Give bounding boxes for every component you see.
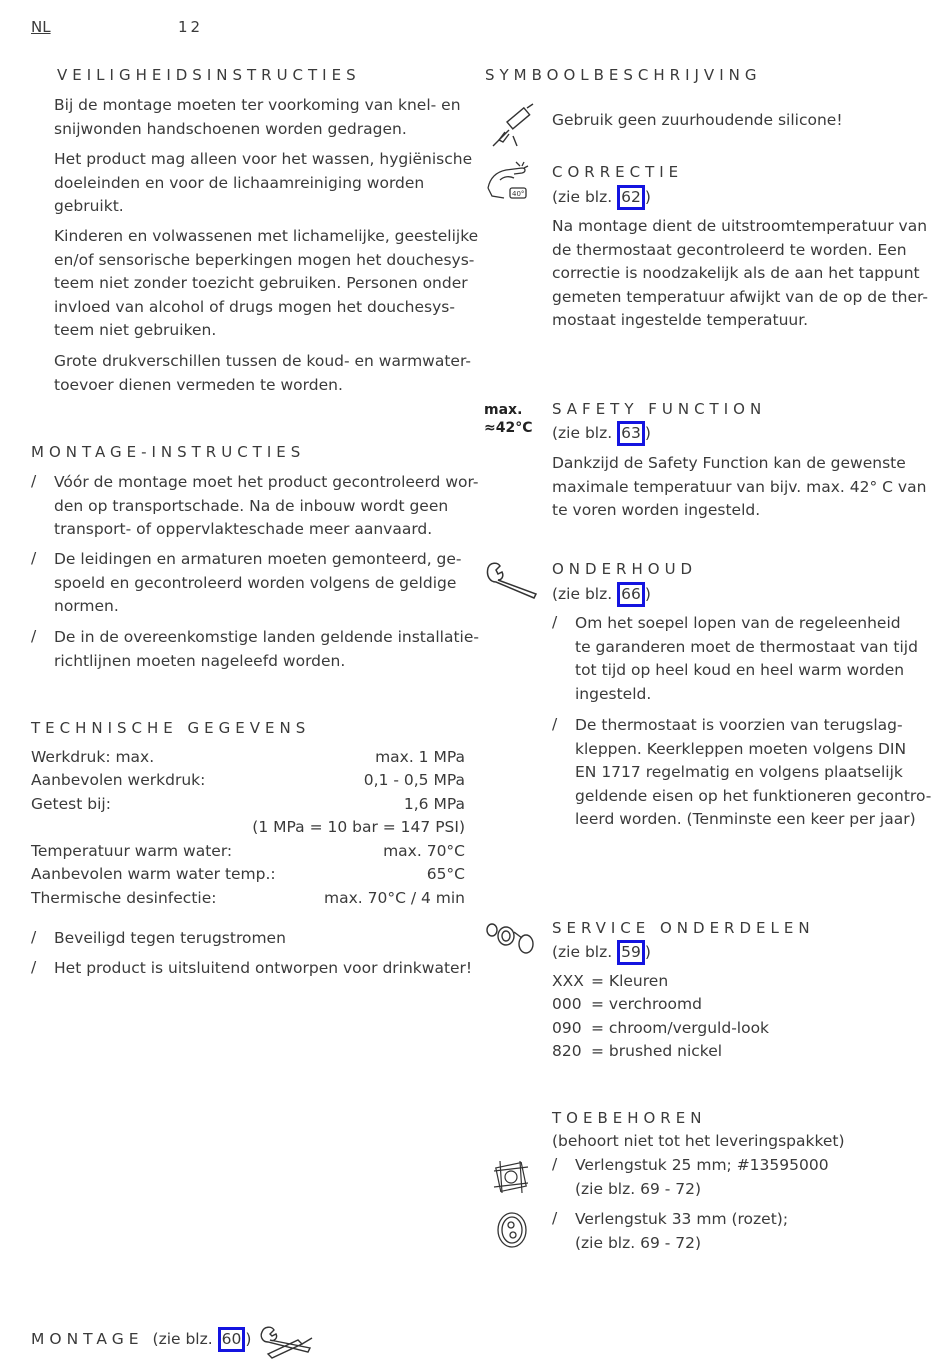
safety-paragraph-1: Bij de montage moeten ter voorkoming van knel- en snijwonden handschoenen worden gedragen. [54,96,461,138]
language-code: NL [31,18,51,36]
onderhoud-ref: (zie blz. 66 ) [552,582,651,607]
tech-note: Het product is uitsluitend ontworpen voor drinkwater! [54,959,473,977]
montage-footer: MONTAGE (zie blz. 60 ) [31,1327,251,1352]
color-desc: = Kleuren [591,972,669,990]
color-code: 000 [552,995,582,1013]
safety-function-body: Dankzijd de Safety Function kan de gewenste maximale temperatuur van bijv. max. 42° C van te voren worden ingesteld. [552,454,927,519]
safety-paragraph-2: Het product mag alleen voor het wassen, hygiënische doeleinden en voor de lichaamreiniging worden gebruikt. [54,150,473,215]
list-bullet: / [552,1209,558,1227]
tech-data-title: TECHNISCHE GEGEVENS [31,719,311,737]
symbol-title: SYMBOOLBESCHRIJVING [485,66,762,84]
list-bullet: / [31,958,37,976]
tech-row: Getest bij: 1,6 MPa [31,795,465,813]
max-temp-icon: max. ≈42°C [484,402,533,436]
page-link[interactable]: 63 [617,421,645,446]
page-number: 12 [178,18,204,36]
page-link[interactable]: 59 [617,940,645,965]
wrench-icon [484,560,540,600]
montage-instruction-item: De in de overeenkomstige landen geldende installatie- richtlijnen moeten nageleefd worden. [54,628,479,670]
montage-instructions-title: MONTAGE-INSTRUCTIES [31,443,306,461]
page-link[interactable]: 60 [218,1327,246,1352]
list-bullet: / [31,928,37,946]
correctie-ref: (zie blz. 62 ) [552,185,651,210]
service-title: SERVICE ONDERDELEN [552,919,815,937]
color-code: XXX [552,972,584,990]
service-parts-icon [484,920,542,956]
montage-instruction-item: Vóór de montage moet het product gecontroleerd wor- den op transportschade. Na de inbouw wordt geen transport- of oppervlakteschade meer aanvaard. [54,473,479,538]
onderhoud-item: Om het soepel lopen van de regeleenheid te garanderen moet de thermostaat van tijd tot tijd op heel koud en heel warm worden ingesteld. [575,614,918,703]
montage-instruction-item: De leidingen en armaturen moeten gemonteerd, ge- spoeld en gecontroleerd worden volgens de geldige normen. [54,550,462,615]
color-desc: = verchroomd [591,995,702,1013]
list-bullet: / [31,549,37,567]
tech-row: Werkdruk: max. max. 1 MPa [31,748,465,766]
accessory-item: Verlengstuk 33 mm (rozet); (zie blz. 69 - 72) [575,1210,789,1252]
safety-function-ref: (zie blz. 63 ) [552,421,651,446]
safety-paragraph-3: Kinderen en volwassenen met lichamelijke, geestelijke en/of sensorische beperkingen mogen het douchesys- teem niet zonder toezicht gebruiken. Personen onder invloed van alcohol of drugs mogen het douchesys- teem niet gebruiken. [54,227,479,339]
tech-row: Thermische desinfectie: max. 70°C / 4 min [31,889,465,907]
list-bullet: / [31,627,37,645]
color-desc: = chroom/verguld-look [591,1019,770,1037]
safety-paragraph-4: Grote drukverschillen tussen de koud- en warmwater- toevoer dienen vermeden te worden. [54,352,471,394]
page-link[interactable]: 66 [617,582,645,607]
page-link[interactable]: 62 [617,185,645,210]
rosette-icon [494,1210,530,1250]
correctie-title: CORRECTIE [552,163,684,181]
icon-temp-label: 40° [512,190,525,198]
silicone-warning: Gebruik geen zuurhoudende silicone! [552,111,843,129]
onderhoud-item: De thermostaat is voorzien van terugslag- kleppen. Keerkleppen moeten volgens DIN EN 1717 regelmatig en volgens plaatselijk geldende eisen op het funktioneren gecontro- leerd worden. (Tenminste een keer per jaar) [575,716,932,828]
accessories-subtitle: (behoort niet tot het leveringspakket) [552,1132,845,1150]
accessory-item: Verlengstuk 25 mm; #13595000 (zie blz. 69 - 72) [575,1156,829,1198]
safety-function-title: SAFETY FUNCTION [552,400,767,418]
tech-note: Beveiligd tegen terugstromen [54,929,286,947]
list-bullet: / [31,472,37,490]
list-bullet: / [552,715,558,733]
correctie-body: Na montage dient de uitstroomtemperatuur van de thermostaat gecontroleerd te worden. Een correctie is noodzakelijk als de aan het tappunt gemeten temperatuur afwijkt van de op de ther- mostaat ingestelde temperatuur. [552,217,928,329]
safety-title: VEILIGHEIDSINSTRUCTIES [57,66,361,84]
tech-row: Aanbevolen warm water temp.: 65°C [31,865,465,883]
hand-thermostat-icon [486,160,536,204]
color-desc: = brushed nickel [591,1042,723,1060]
color-code: 090 [552,1019,582,1037]
silicone-gun-icon [487,102,537,150]
tech-row: (1 MPa = 10 bar = 147 PSI) [252,818,465,836]
tools-icon [258,1324,316,1362]
extension-piece-icon [490,1157,532,1197]
list-bullet: / [552,1155,558,1173]
accessories-title: TOEBEHOREN [552,1109,707,1127]
tech-row: Temperatuur warm water: max. 70°C [31,842,465,860]
color-code: 820 [552,1042,582,1060]
list-bullet: / [552,613,558,631]
service-ref: (zie blz. 59 ) [552,940,651,965]
tech-row: Aanbevolen werkdruk: 0,1 - 0,5 MPa [31,771,465,789]
onderhoud-title: ONDERHOUD [552,560,698,578]
